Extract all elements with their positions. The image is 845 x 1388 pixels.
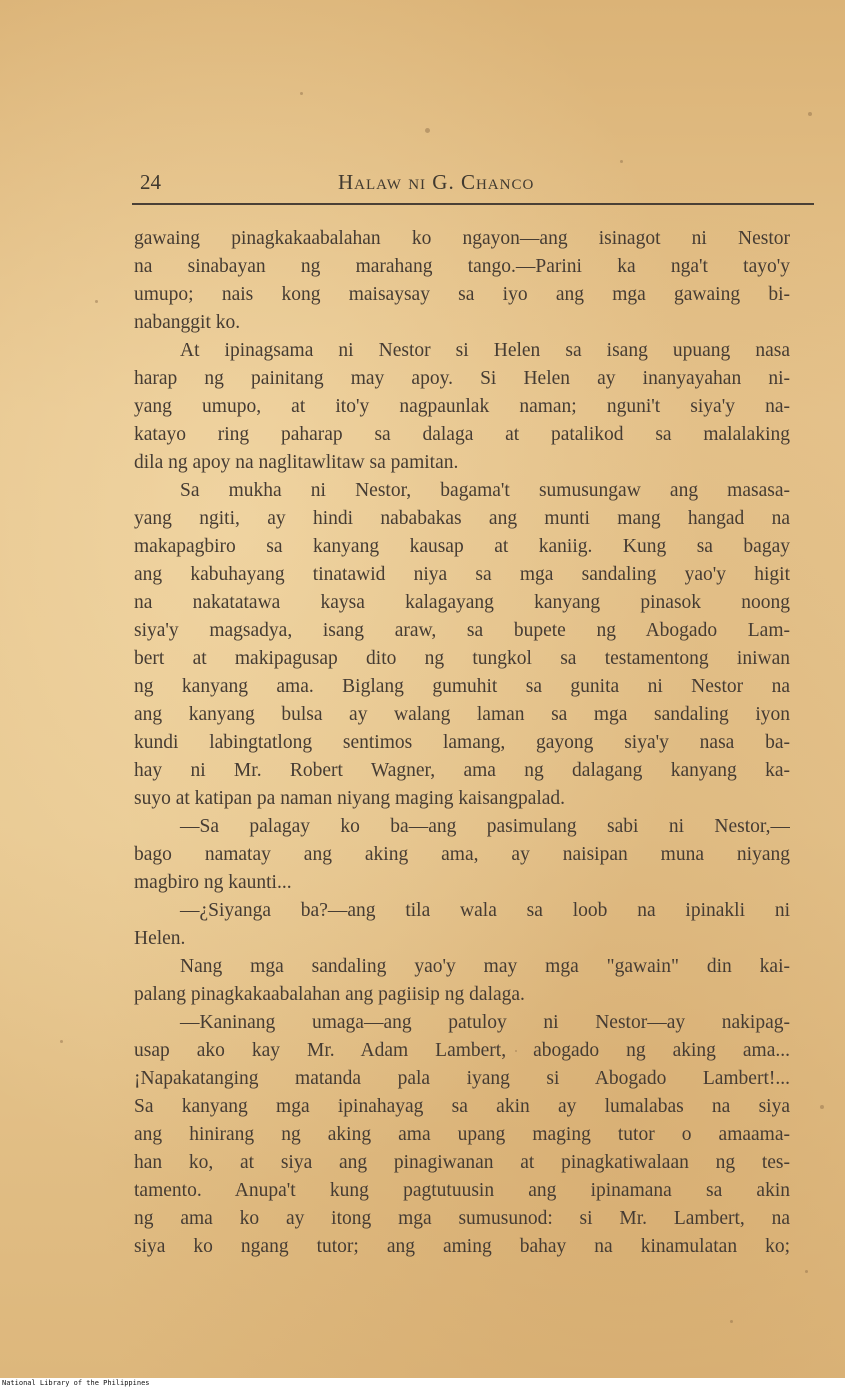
text-line: siya'y magsadya, isang araw, sa bupete ng Abogado Lam- xyxy=(134,620,790,641)
text-line: ¡Napakatanging matanda pala iyang si Abogado Lambert!... xyxy=(134,1068,790,1089)
text-line: siya ko ngang tutor; ang aming bahay na kinamulatan ko; xyxy=(134,1236,790,1257)
text-line: —Sa palagay ko ba—ang pasimulang sabi ni Nestor,— xyxy=(180,816,790,837)
page-header xyxy=(140,170,790,200)
text-line: na nakatatawa kaysa kalagayang kanyang pinasok noong xyxy=(134,592,790,613)
text-line: ang kanyang bulsa ay walang laman sa mga sandaling iyon xyxy=(134,704,790,725)
page-number: 24 xyxy=(140,170,161,194)
text-line: han ko, at siya ang pinagiwanan at pinagkatiwalaan ng tes- xyxy=(134,1152,790,1173)
text-line: umupo; nais kong maisaysay sa iyo ang mga gawaing bi- xyxy=(134,284,790,305)
text-line: nabanggit ko. xyxy=(134,312,241,333)
text-line: —¿Siyanga ba?—ang tila wala sa loob na ipinakli ni xyxy=(180,900,790,921)
text-line: makapagbiro sa kanyang kausap at kaniig. Kung sa bagay xyxy=(134,536,790,557)
text-line: magbiro ng kaunti... xyxy=(134,872,292,893)
text-line: palang pinagkakaabalahan ang pagiisip ng dalaga. xyxy=(134,984,525,1005)
paper-speck xyxy=(620,160,623,163)
paper-speck xyxy=(425,128,430,133)
text-line: kundi labingtatlong sentimos lamang, gayong siya'y nasa ba- xyxy=(134,732,790,753)
text-line: yang umupo, at ito'y nagpaunlak naman; nguni't siya'y na- xyxy=(134,396,790,417)
text-line: Nang mga sandaling yao'y may mga "gawain" din kai- xyxy=(180,956,790,977)
paper-speck xyxy=(60,1040,63,1043)
text-line: harap ng painitang may apoy. Si Helen ay inanyayahan ni- xyxy=(134,368,790,389)
text-line: na sinabayan ng marahang tango.—Parini ka nga't tayo'y xyxy=(134,256,790,277)
paper-speck xyxy=(730,1320,733,1323)
text-line: Helen. xyxy=(134,928,186,949)
text-line: suyo at katipan pa naman niyang maging kaisangpalad. xyxy=(134,788,566,809)
text-line: At ipinagsama ni Nestor si Helen sa isang upuang nasa xyxy=(180,340,790,361)
text-line: ng kanyang ama. Biglang gumuhit sa gunita ni Nestor na xyxy=(134,676,790,697)
text-line: usap ako kay Mr. Adam Lambert, abogado ng aking ama... xyxy=(134,1040,790,1061)
text-line: ang kabuhayang tinatawid niya sa mga sandaling yao'y higit xyxy=(134,564,790,585)
running-head: Halaw ni G. Chanco xyxy=(338,170,535,194)
paper-speck xyxy=(95,300,98,303)
text-line: hay ni Mr. Robert Wagner, ama ng dalagang kanyang ka- xyxy=(134,760,790,781)
paper-speck xyxy=(808,112,812,116)
credit-strip xyxy=(0,1378,845,1388)
paper-speck xyxy=(805,1270,808,1273)
text-line: bago namatay ang aking ama, ay naisipan muna niyang xyxy=(134,844,790,865)
text-line: —Kaninang umaga—ang patuloy ni Nestor—ay nakipag- xyxy=(180,1012,790,1033)
text-line: yang ngiti, ay hindi nababakas ang munti mang hangad na xyxy=(134,508,790,529)
text-line: tamento. Anupa't kung pagtutuusin ang ipinamana sa akin xyxy=(134,1180,790,1201)
body-text xyxy=(134,225,790,1261)
header-rule xyxy=(132,203,814,205)
text-line: bert at makipagusap dito ng tungkol sa testamentong iniwan xyxy=(134,648,790,669)
text-line: ang hinirang ng aking ama upang maging tutor o amaama- xyxy=(134,1124,790,1145)
paper-speck xyxy=(300,92,303,95)
paper-speck xyxy=(820,1105,824,1109)
text-line: Sa mukha ni Nestor, bagama't sumusungaw ang masasa- xyxy=(180,480,790,501)
text-line: ng ama ko ay itong mga sumusunod: si Mr. Lambert, na xyxy=(134,1208,790,1229)
text-line: Sa kanyang mga ipinahayag sa akin ay lumalabas na siya xyxy=(134,1096,790,1117)
library-credit: National Library of the Philippines xyxy=(2,1379,150,1387)
text-line: gawaing pinagkakaabalahan ko ngayon—ang isinagot ni Nestor xyxy=(134,228,790,249)
text-line: katayo ring paharap sa dalaga at patalikod sa malalaking xyxy=(134,424,790,445)
text-line: dila ng apoy na naglitawlitaw sa pamitan. xyxy=(134,452,459,473)
